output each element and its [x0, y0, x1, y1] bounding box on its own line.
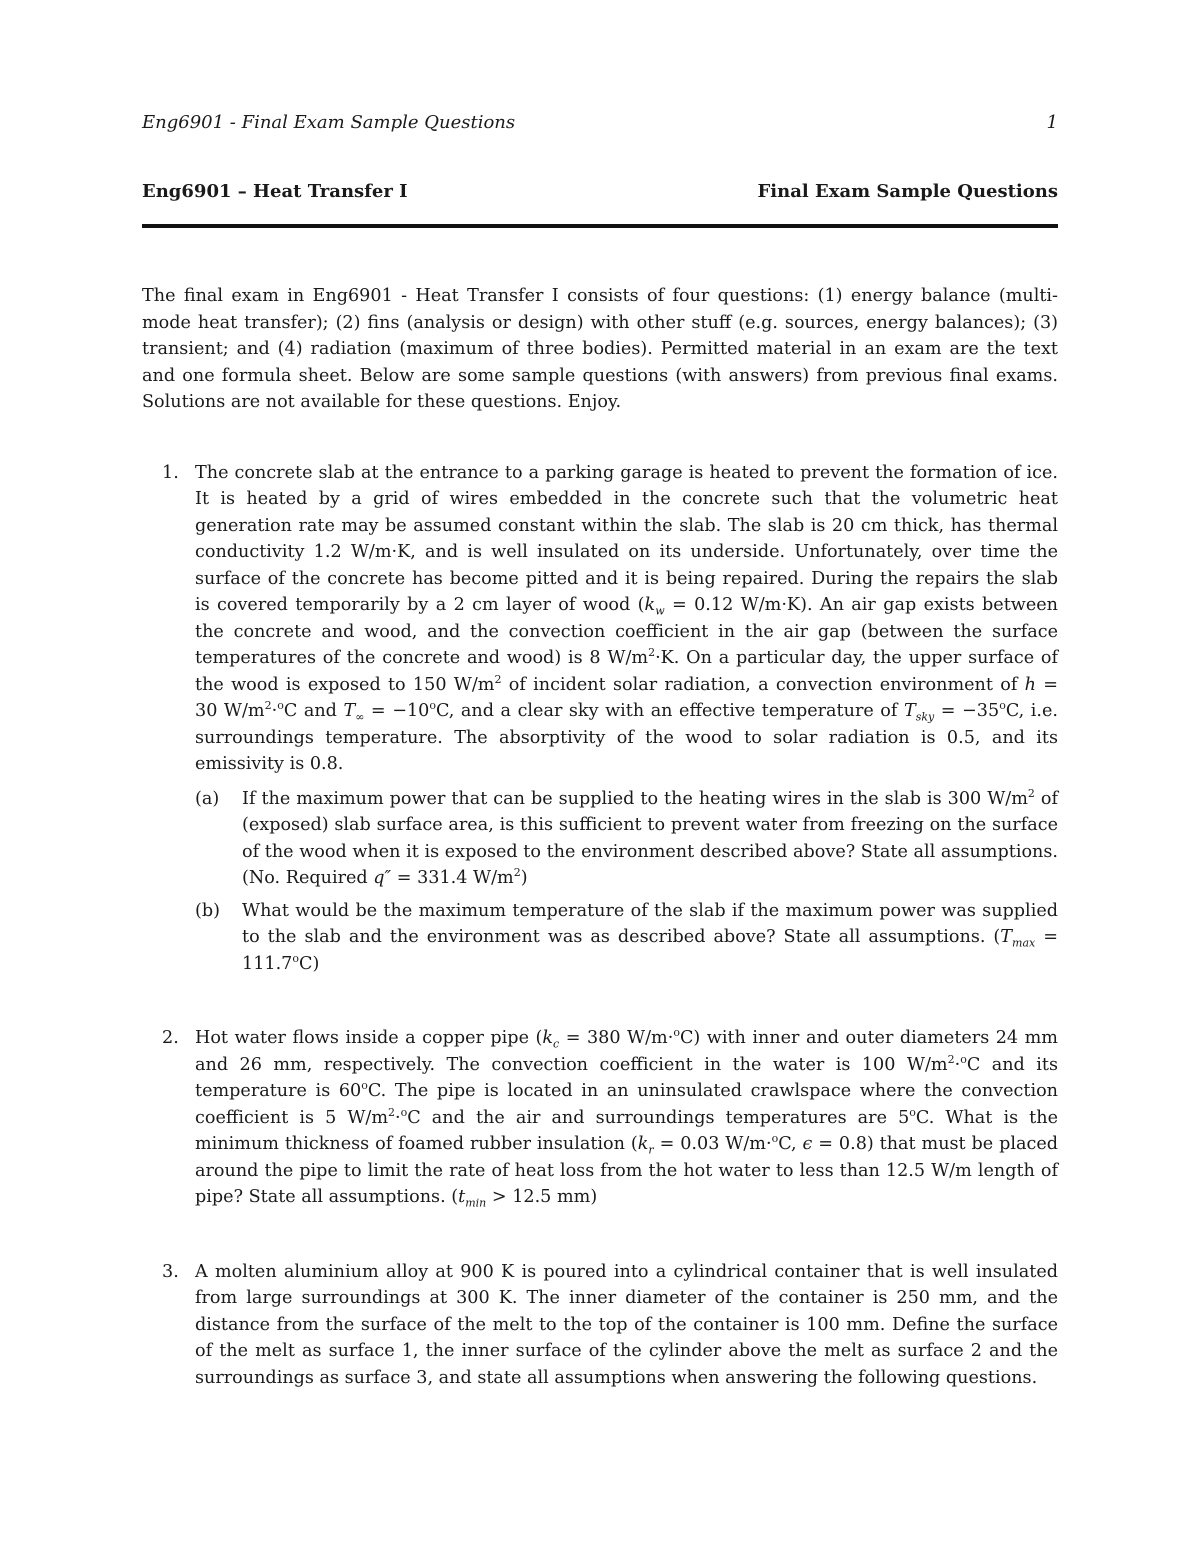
- subpart-list: [195, 786, 1058, 978]
- question-number: 2.: [162, 1028, 179, 1048]
- document-body: [142, 283, 1058, 1391]
- running-title: Eng6901 - Final Exam Sample Questions: [142, 112, 516, 133]
- subpart-b: (b) What would be the maximum temperature of the slab if the maximum power was supplied to the slab and the environment was as described above? State all assumptions. $(T_{max} = 111.7^oC)$: [195, 898, 1058, 978]
- subpart-a: (a) If the maximum power that can be supplied to the heating wires in the slab is 300 $W/m^2$ of (exposed) slab surface area, is this sufficient to prevent water from freezing on the surface of the wood when it is exposed to the environment described above? State all assumptions. (No. Required q″ = 331.4 $W/m^2$): [195, 786, 1058, 888]
- question-number: 3.: [162, 1261, 179, 1282]
- page-number: 1: [1046, 112, 1058, 133]
- document-title: [142, 181, 1058, 202]
- question-text: The concrete slab at the entrance to a parking garage is heated to prevent the formation of ice. It is heated by a grid of wires embedded in the concrete such that the volumetric heat generation rate may be assumed constant within the slab. The slab is 20 cm thick, has thermal conductivity 1.2 W/m·K, and is well insulated on its underside. Unfortunately, over time the surface of the concrete has become pitted and it is being repaired. During the repairs the slab is covered temporarily by a 2 cm layer of wood ($k_w = 0.12$ W/m·K). An air gap exists between the concrete and wood, and the convection coefficient in the air gap (between the surface temperatures of the concrete and wood) is 8 $W/m^2\cdot K$. On a particular day, the upper surface of the wood is exposed to 150 $W/m^2$ of incident solar radiation, a convection environment of h = 30 $W/m^2\cdot^oC$ and $T_\infty = -10^oC$, and a clear sky with an effective temperature of $T_{sky} = -35^oC$, i.e. surroundings temperature. The absorptivity of the wood to solar radiation is 0.5, and its emissivity is 0.8.: [195, 462, 1059, 774]
- title-rule: [142, 224, 1058, 228]
- question-text: Hot water flows inside a copper pipe ($k_c = 380$ W/m·$^o$C) with inner and outer diameters 24 mm and 26 mm, respectively. The convection coefficient in the water is 100 $W/m^2\cdot^oC$ and its temperature is 60$^o$C. The pipe is located in an uninsulated crawlspace where the convection coefficient is 5 $W/m^2\cdot^oC$ and the air and surroundings temperatures are 5$^o$C. What is the minimum thickness of foamed rubber insulation ($k_r = 0.03$ W/m·$^o$C, ϵ = 0.8) that must be placed around the pipe to limit the rate of heat loss from the hot water to less than 12.5 W/m length of pipe? State all assumptions. ($t_{min} > 12.5$ mm): [195, 1026, 1058, 1210]
- subpart-label: (b): [195, 900, 220, 921]
- question-list: [142, 460, 1058, 1392]
- exam-title: Final Exam Sample Questions: [757, 181, 1058, 202]
- running-header: [142, 112, 1058, 133]
- subpart-label: (a): [195, 788, 220, 809]
- question-number: 1.: [162, 462, 179, 483]
- question-3: [142, 1259, 1058, 1392]
- question-1: [142, 460, 1058, 978]
- question-text: A molten aluminium alloy at 900 K is poured into a cylindrical container that is well insulated from large surroundings at 300 K. The inner diameter of the container is 250 mm, and the distance from the surface of the melt to the top of the container is 100 mm. Define the surface of the melt as surface 1, the inner surface of the cylinder above the melt as surface 2 and the surroundings as surface 3, and state all assumptions when answering the following questions.: [195, 1261, 1058, 1388]
- question-2: [142, 1025, 1058, 1211]
- course-title: Eng6901 – Heat Transfer I: [142, 181, 408, 202]
- intro-paragraph: The final exam in Eng6901 - Heat Transfer I consists of four questions: (1) energy balance (multi-mode heat transfer); (2) fins (analysis or design) with other stuff (e.g. sources, energy balances); (3) transient; and (4) radiation (maximum of three bodies). Permitted material in an exam are the text and one formula sheet. Below are some sample questions (with answers) from previous final exams. Solutions are not available for these questions. Enjoy.: [142, 286, 1058, 412]
